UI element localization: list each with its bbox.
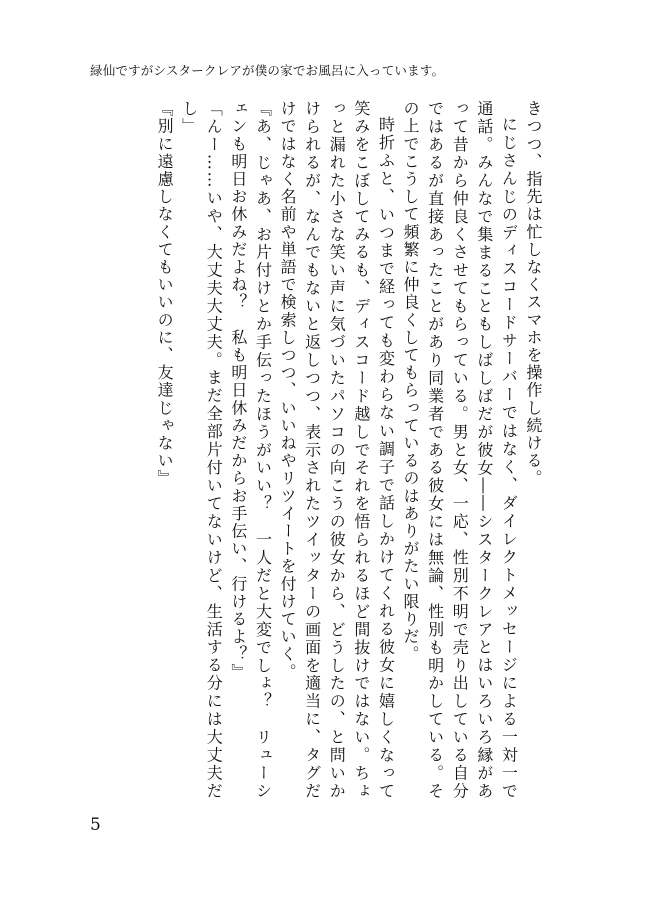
page-body: [85, 100, 545, 800]
paragraph-1: きつつ、指先は忙しなくスマホを操作し続ける。: [524, 100, 543, 488]
page-number: 5: [90, 815, 101, 835]
paragraph-3: 時折ふと、いつまで経っても変わらない調子で話しかけてくれる彼女に嬉しくなって笑みをこぼしてみるも、ディスコード越しでそれを悟られるほど間抜けではない。ちょっと漏れた小さな笑い声に気づいたパソコの向こうの彼女から、どうしたの、と問いかけられるが、なんでもないと返しつつ、表示されたツイッターの画面を適当に、タグだけではなく名前や単語で検索しつつ、いいねやリツイートを付けていく。: [278, 100, 396, 800]
paragraph-2: にじさんじのディスコードサーバーではなく、ダイレクトメッセージによる一対一で通話。みんなで集まることもしばしばだが彼女――シスタークレアとはいろいろ縁があって昔から仲良くさせてもらっている。男と女、一応、性別不明で売り出している自分ではあるが直接あったことがあり同業者である彼女には無論、性別も明かしている。その上でこうして頻繁に仲良くしてもらっているのはありがたい限りだ。: [401, 100, 519, 800]
dialogue-1: 『あ、じゃあ、お片付けとか手伝ったほうがいい？ 一人だと大変でしょ？ リューシェンも明日お休みだよね？ 私も明日休みだからお手伝い、行けるよ？』: [228, 100, 273, 800]
dialogue-2: 「んー……いや、大丈夫大丈夫。まだ全部片付いてないけど、生活する分には大丈夫だし」: [179, 100, 224, 800]
dialogue-3: 『別に遠慮しなくてもいいのに、友達じゃない』: [155, 100, 175, 488]
running-header: 緑仙ですがシスタークレアが僕の家でお風呂に入っています。: [90, 63, 445, 78]
